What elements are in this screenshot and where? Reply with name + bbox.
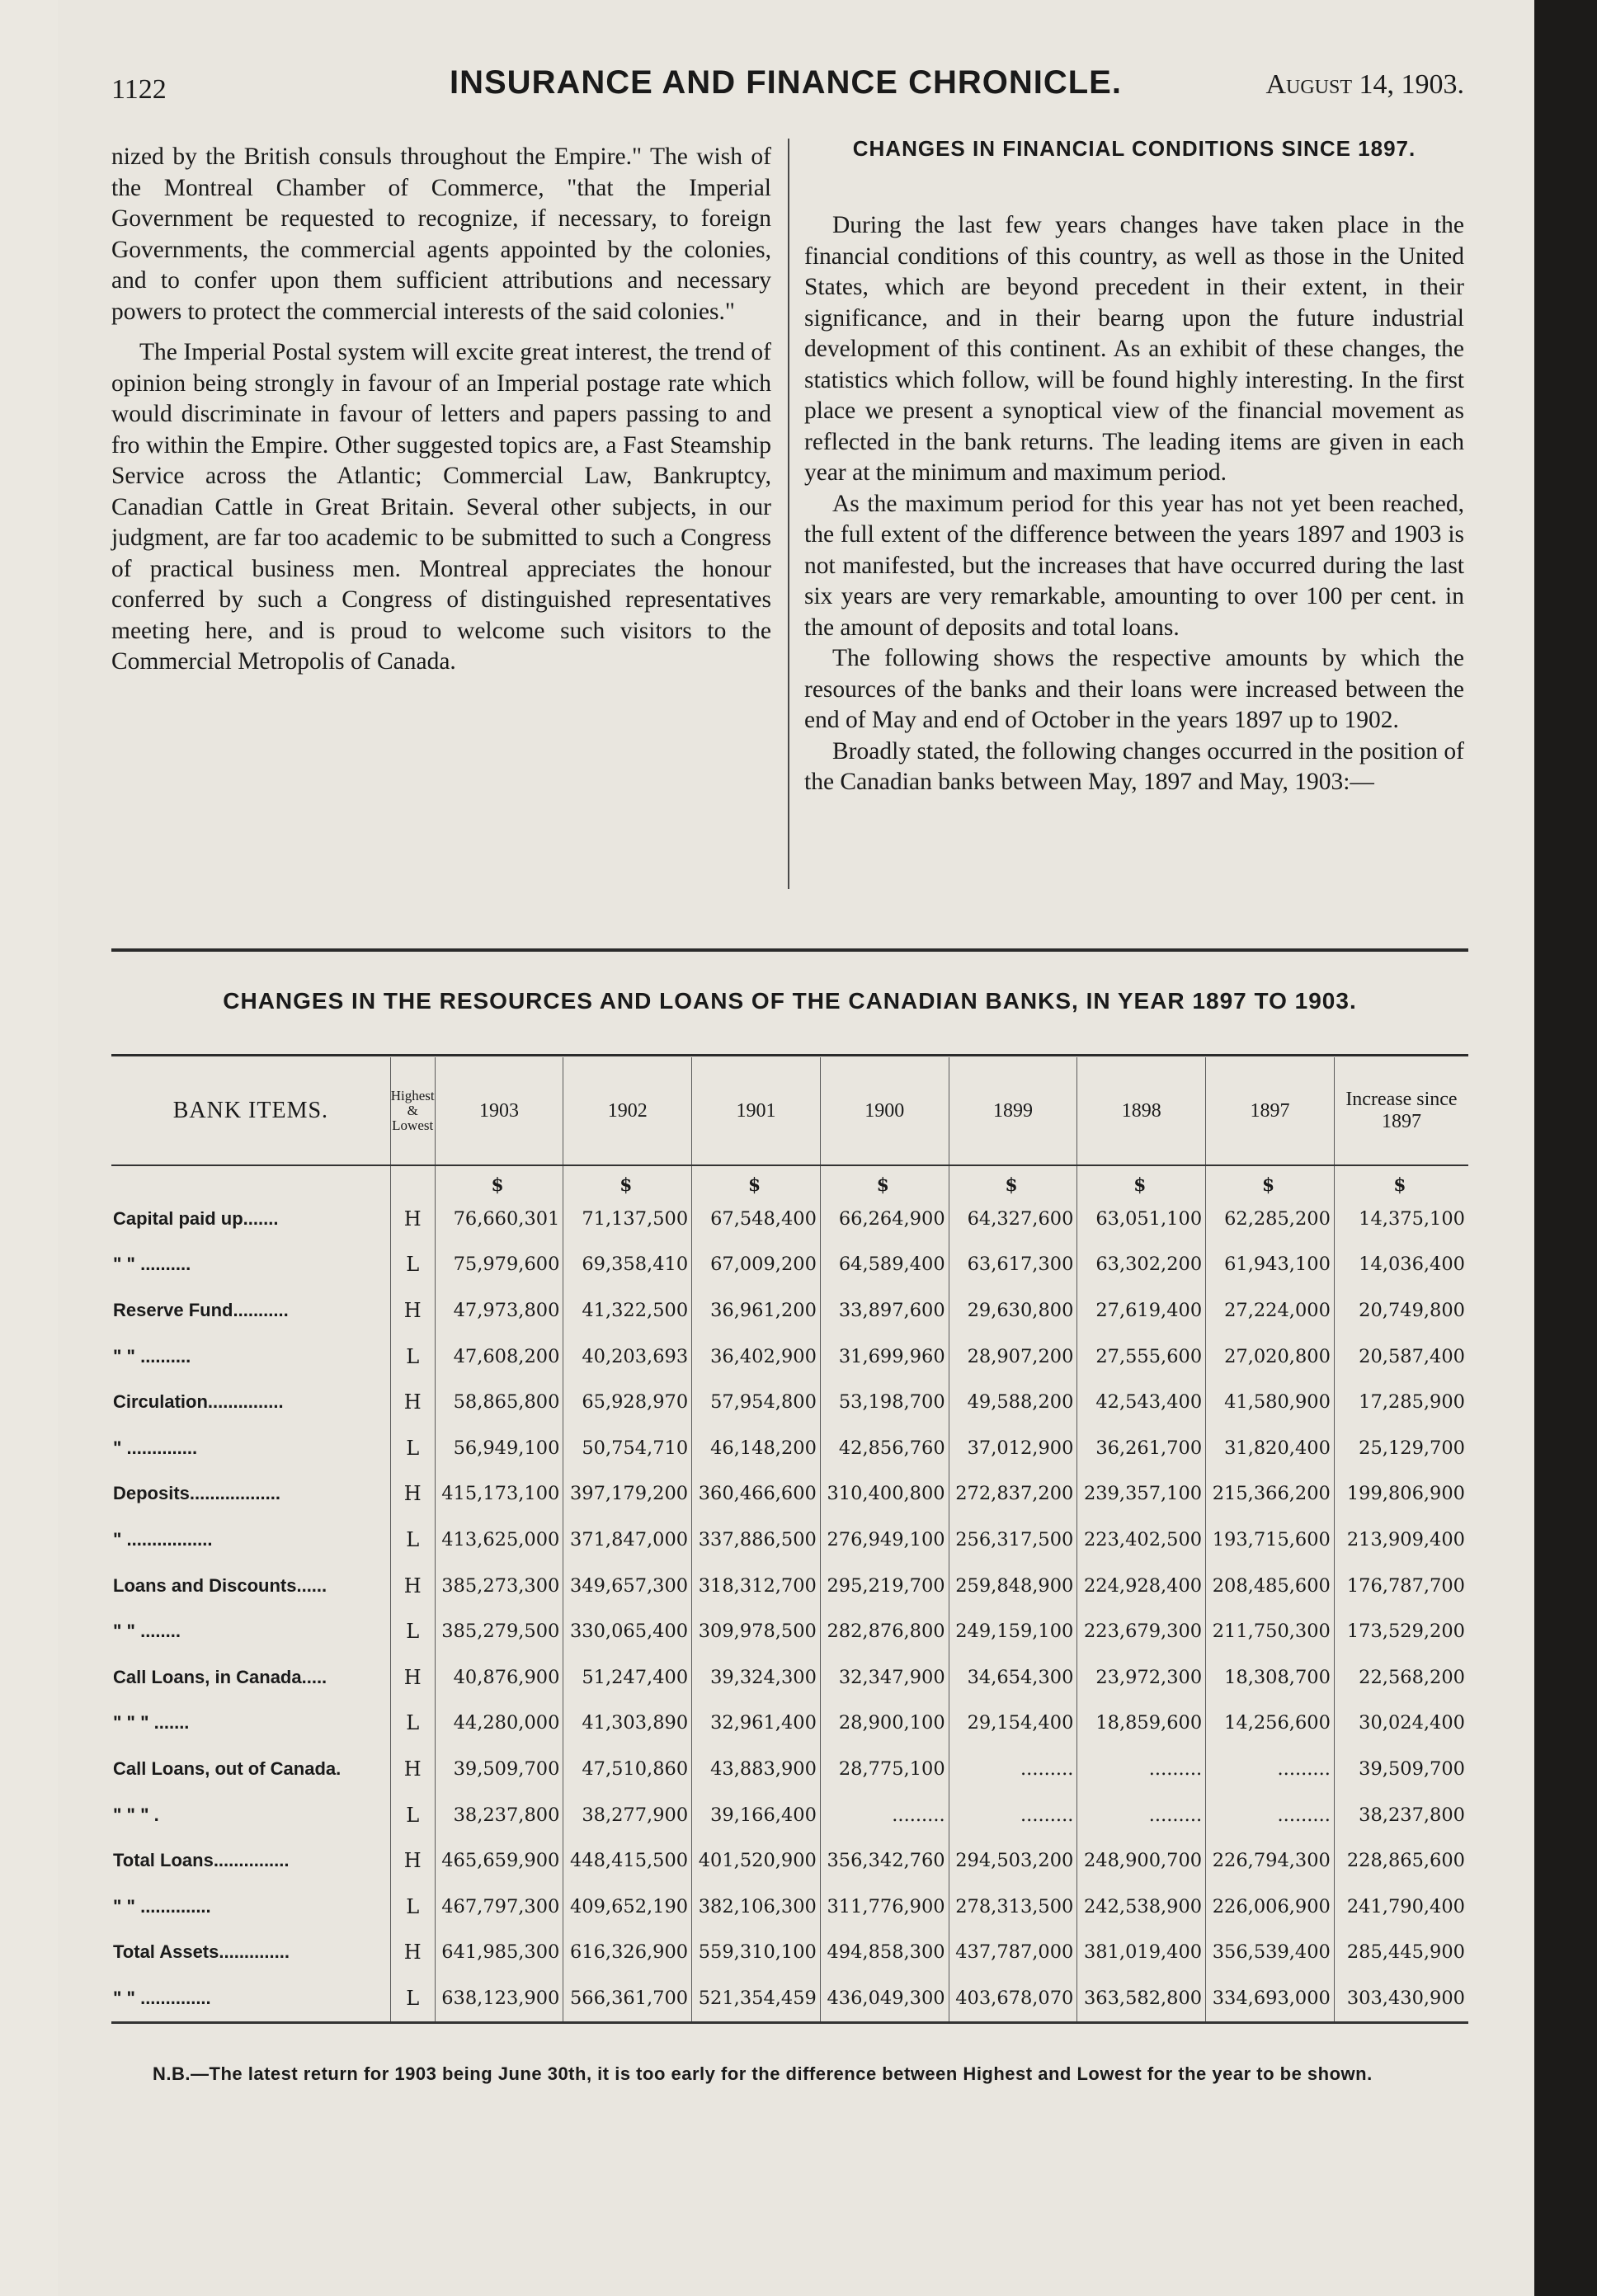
- increase-value: 38,237,800: [1334, 1792, 1468, 1838]
- table-row: [111, 1379, 1468, 1425]
- table-row: [111, 1930, 1468, 1976]
- increase-value: 14,375,100: [1334, 1196, 1468, 1242]
- year-value: 36,402,900: [692, 1334, 821, 1380]
- year-value: 66,264,900: [820, 1196, 949, 1242]
- issue-date: August 14, 1903.: [1265, 69, 1464, 100]
- year-value: 41,580,900: [1206, 1379, 1335, 1425]
- year-value: 39,509,700: [435, 1746, 563, 1792]
- year-value: 64,327,600: [949, 1196, 1077, 1242]
- year-value: 641,985,300: [435, 1930, 563, 1976]
- highest-lowest-marker: L: [390, 1425, 435, 1471]
- year-value: .........: [949, 1792, 1077, 1838]
- year-value: 566,361,700: [563, 1975, 692, 2022]
- year-value: 31,699,960: [820, 1334, 949, 1380]
- increase-value: 241,790,400: [1334, 1884, 1468, 1930]
- year-value: 37,012,900: [949, 1425, 1077, 1471]
- year-value: 318,312,700: [692, 1563, 821, 1609]
- year-value: 360,466,600: [692, 1471, 821, 1517]
- year-value: 63,302,200: [1077, 1242, 1206, 1288]
- year-value: 259,848,900: [949, 1563, 1077, 1609]
- left-paragraph-2: The Imperial Postal system will excite great interest, the trend of opinion being strongly in favour of an Imperial postage rate which would discriminate in favour of letters and papers passing to and fro within the Empire. Other suggested topics are, a Fast Steamship Service across the Atlantic; Commercial Law, Bankruptcy, Canadian Cattle in Great Britain. Several other subjects, in our judgment, are far too academic to be submitted to such a Congress of practical business men. Montreal appreciates the honour conferred by such a Congress of distinguished representatives meeting here, and is proud to welcome such visitors to the Commercial Metropolis of Canada.: [111, 339, 771, 675]
- year-value: 448,415,500: [563, 1837, 692, 1884]
- header-year: 1902: [563, 1057, 692, 1165]
- bank-item-label: Call Loans, in Canada.....: [113, 1666, 327, 1687]
- increase-value: 25,129,700: [1334, 1425, 1468, 1471]
- year-value: 334,693,000: [1206, 1975, 1335, 2022]
- year-value: 616,326,900: [563, 1930, 692, 1976]
- highest-lowest-marker: H: [390, 1196, 435, 1242]
- header-bank-items: BANK ITEMS.: [111, 1057, 390, 1165]
- left-paragraph-1: nized by the British consuls throughout the Empire." The wish of the Montreal Chamber of Commerce, "that the Imperial Government be requested to recognize, if necessary, to foreign Governments, the commercial agents appointed by the colonies, and to confer upon them sufficient attributions and necessary powers to protect the commercial interests of the said colonies.": [111, 144, 771, 325]
- highest-lowest-marker: H: [390, 1654, 435, 1701]
- year-value: 309,978,500: [692, 1608, 821, 1654]
- year-value: 69,358,410: [563, 1242, 692, 1288]
- header-year: 1903: [435, 1057, 563, 1165]
- year-value: 465,659,900: [435, 1837, 563, 1884]
- year-value: 51,247,400: [563, 1654, 692, 1701]
- year-value: .........: [1077, 1792, 1206, 1838]
- year-value: 310,400,800: [820, 1471, 949, 1517]
- empty-cell: [390, 1165, 435, 1196]
- highest-lowest-marker: L: [390, 1701, 435, 1747]
- bank-item-label: " ..............: [113, 1437, 198, 1458]
- table-row: [111, 1471, 1468, 1517]
- bank-item-label: Total Assets..............: [113, 1941, 290, 1963]
- year-value: 226,794,300: [1206, 1837, 1335, 1884]
- table-row: [111, 1884, 1468, 1930]
- header-highest-lowest: Highest & Lowest: [390, 1057, 435, 1165]
- left-column: [111, 142, 771, 678]
- bank-resources-table: [111, 1057, 1468, 2024]
- bank-item-label: " .................: [113, 1528, 213, 1550]
- dollar-sign: $: [563, 1165, 692, 1196]
- right-paragraph-1: During the last few years changes have taken place in the financial conditions of this country, as well as those in the United States, which are beyond precedent in their extent, in their significance, and in their bearng upon the future industrial development of this continent. As an exhibit of these changes, the statistics which follow, will be found highly interesting. In the first place we present a synoptical view of the financial movement as reflected in the bank returns. The leading items are given in each year at the minimum and maximum period.: [804, 212, 1464, 486]
- year-value: 382,106,300: [692, 1884, 821, 1930]
- table-footnote: N.B.—The latest return for 1903 being June 30th, it is too early for the difference between Highest and Lowest for the year to be shown.: [153, 2063, 1373, 2084]
- year-value: 36,961,200: [692, 1287, 821, 1334]
- year-value: 403,678,070: [949, 1975, 1077, 2022]
- year-value: 294,503,200: [949, 1837, 1077, 1884]
- year-value: 47,973,800: [435, 1287, 563, 1334]
- highest-lowest-marker: L: [390, 1608, 435, 1654]
- increase-value: 22,568,200: [1334, 1654, 1468, 1701]
- dollar-sign: $: [435, 1165, 563, 1196]
- year-value: 40,203,693: [563, 1334, 692, 1380]
- year-value: 57,954,800: [692, 1379, 821, 1425]
- year-value: 385,279,500: [435, 1608, 563, 1654]
- year-value: 49,588,200: [949, 1379, 1077, 1425]
- year-value: 43,883,900: [692, 1746, 821, 1792]
- year-value: 27,619,400: [1077, 1287, 1206, 1334]
- increase-value: 213,909,400: [1334, 1517, 1468, 1563]
- increase-value: 30,024,400: [1334, 1701, 1468, 1747]
- year-value: 337,886,500: [692, 1517, 821, 1563]
- highest-lowest-marker: L: [390, 1242, 435, 1288]
- year-value: 23,972,300: [1077, 1654, 1206, 1701]
- dollar-sign: $: [1334, 1165, 1468, 1196]
- year-value: 371,847,000: [563, 1517, 692, 1563]
- year-value: 521,354,459: [692, 1975, 821, 2022]
- highest-lowest-marker: H: [390, 1930, 435, 1976]
- year-value: 39,324,300: [692, 1654, 821, 1701]
- year-value: 63,051,100: [1077, 1196, 1206, 1242]
- increase-value: 285,445,900: [1334, 1930, 1468, 1976]
- highest-lowest-marker: H: [390, 1287, 435, 1334]
- page-header: [111, 64, 1464, 114]
- table-row: [111, 1242, 1468, 1288]
- year-value: 239,357,100: [1077, 1471, 1206, 1517]
- year-value: 33,897,600: [820, 1287, 949, 1334]
- highest-lowest-marker: L: [390, 1975, 435, 2022]
- highest-lowest-marker: L: [390, 1884, 435, 1930]
- bank-item-label: Call Loans, out of Canada.: [113, 1757, 342, 1779]
- year-value: 53,198,700: [820, 1379, 949, 1425]
- year-value: 46,148,200: [692, 1425, 821, 1471]
- year-value: 415,173,100: [435, 1471, 563, 1517]
- increase-value: 20,749,800: [1334, 1287, 1468, 1334]
- year-value: 61,943,100: [1206, 1242, 1335, 1288]
- increase-value: 14,036,400: [1334, 1242, 1468, 1288]
- year-value: 28,775,100: [820, 1746, 949, 1792]
- table-row: [111, 1563, 1468, 1609]
- table-row: [111, 1654, 1468, 1701]
- year-value: 311,776,900: [820, 1884, 949, 1930]
- table-row: [111, 1287, 1468, 1334]
- year-value: .........: [1077, 1746, 1206, 1792]
- year-value: 50,754,710: [563, 1425, 692, 1471]
- year-value: 42,856,760: [820, 1425, 949, 1471]
- year-value: 224,928,400: [1077, 1563, 1206, 1609]
- year-value: 27,555,600: [1077, 1334, 1206, 1380]
- year-value: 272,837,200: [949, 1471, 1077, 1517]
- bank-item-label: Circulation...............: [113, 1391, 284, 1413]
- year-value: 494,858,300: [820, 1930, 949, 1976]
- year-value: 40,876,900: [435, 1654, 563, 1701]
- dollar-sign: $: [1077, 1165, 1206, 1196]
- table-header-row: [111, 1057, 1468, 1165]
- year-value: 27,224,000: [1206, 1287, 1335, 1334]
- bank-item-label: " " ..............: [111, 1975, 390, 2022]
- year-value: 215,366,200: [1206, 1471, 1335, 1517]
- header-increase: Increase since 1897: [1334, 1057, 1468, 1165]
- masthead: INSURANCE AND FINANCE CHRONICLE.: [450, 64, 1122, 101]
- year-value: 47,510,860: [563, 1746, 692, 1792]
- bank-item-label: Total Loans...............: [113, 1850, 290, 1871]
- year-value: 63,617,300: [949, 1242, 1077, 1288]
- year-value: 256,317,500: [949, 1517, 1077, 1563]
- year-value: .........: [1206, 1792, 1335, 1838]
- year-value: 32,961,400: [692, 1701, 821, 1747]
- table-row: [111, 1425, 1468, 1471]
- bank-item-label: Reserve Fund...........: [113, 1299, 289, 1320]
- year-value: 31,820,400: [1206, 1425, 1335, 1471]
- header-year: 1898: [1077, 1057, 1206, 1165]
- dollar-sign-row: [111, 1165, 1468, 1196]
- year-value: 28,900,100: [820, 1701, 949, 1747]
- year-value: 27,020,800: [1206, 1334, 1335, 1380]
- year-value: 65,928,970: [563, 1379, 692, 1425]
- bank-item-label: Loans and Discounts......: [113, 1574, 327, 1596]
- scan-edge: [1534, 0, 1597, 2296]
- increase-value: 39,509,700: [1334, 1746, 1468, 1792]
- year-value: 249,159,100: [949, 1608, 1077, 1654]
- year-value: 282,876,800: [820, 1608, 949, 1654]
- year-value: 41,322,500: [563, 1287, 692, 1334]
- year-value: 193,715,600: [1206, 1517, 1335, 1563]
- header-year: 1900: [820, 1057, 949, 1165]
- year-value: 638,123,900: [435, 1975, 563, 2022]
- year-value: 28,907,200: [949, 1334, 1077, 1380]
- highest-lowest-marker: H: [390, 1471, 435, 1517]
- year-value: 38,237,800: [435, 1792, 563, 1838]
- bank-item-label: " " ..........: [113, 1254, 191, 1275]
- table-row: [111, 1792, 1468, 1838]
- header-year: 1899: [949, 1057, 1077, 1165]
- year-value: 18,308,700: [1206, 1654, 1335, 1701]
- right-paragraph-4: Broadly stated, the following changes occurred in the position of the Canadian banks between May, 1897 and May, 1903:—: [804, 737, 1464, 795]
- year-value: 397,179,200: [563, 1471, 692, 1517]
- highest-lowest-marker: H: [390, 1563, 435, 1609]
- increase-value: 20,587,400: [1334, 1334, 1468, 1380]
- year-value: 226,006,900: [1206, 1884, 1335, 1930]
- right-paragraph-3: The following shows the respective amounts by which the resources of the banks and their loans were increased between the end of May and end of October in the years 1897 up to 1902.: [804, 645, 1464, 733]
- dollar-sign: $: [692, 1165, 821, 1196]
- header-year: 1897: [1206, 1057, 1335, 1165]
- year-value: 18,859,600: [1077, 1701, 1206, 1747]
- year-value: 381,019,400: [1077, 1930, 1206, 1976]
- column-divider: [788, 139, 789, 889]
- highest-lowest-marker: H: [390, 1746, 435, 1792]
- bank-item-label: " " " .: [113, 1804, 159, 1825]
- year-value: 34,654,300: [949, 1654, 1077, 1701]
- article-heading: CHANGES IN FINANCIAL CONDITIONS SINCE 1897.: [852, 136, 1416, 161]
- year-value: 559,310,100: [692, 1930, 821, 1976]
- year-value: 29,630,800: [949, 1287, 1077, 1334]
- increase-value: 303,430,900: [1334, 1975, 1468, 2022]
- year-value: 39,166,400: [692, 1792, 821, 1838]
- year-value: 276,949,100: [820, 1517, 949, 1563]
- empty-cell: [111, 1165, 390, 1196]
- table-title: CHANGES IN THE RESOURCES AND LOANS OF THE CANADIAN BANKS, IN YEAR 1897 TO 1903.: [223, 988, 1357, 1014]
- year-value: 330,065,400: [563, 1608, 692, 1654]
- dollar-sign: $: [1206, 1165, 1335, 1196]
- year-value: 356,539,400: [1206, 1930, 1335, 1976]
- year-value: 32,347,900: [820, 1654, 949, 1701]
- year-value: 349,657,300: [563, 1563, 692, 1609]
- highest-lowest-marker: H: [390, 1379, 435, 1425]
- year-value: 248,900,700: [1077, 1837, 1206, 1884]
- table-row: [111, 1334, 1468, 1380]
- year-value: 76,660,301: [435, 1196, 563, 1242]
- year-value: 278,313,500: [949, 1884, 1077, 1930]
- year-value: 208,485,600: [1206, 1563, 1335, 1609]
- year-value: 436,049,300: [820, 1975, 949, 2022]
- year-value: 385,273,300: [435, 1563, 563, 1609]
- year-value: 41,303,890: [563, 1701, 692, 1747]
- year-value: .........: [949, 1746, 1077, 1792]
- bank-item-label: " " ..........: [113, 1345, 191, 1367]
- section-rule: [111, 948, 1468, 952]
- table-row: [111, 1517, 1468, 1563]
- increase-value: 228,865,600: [1334, 1837, 1468, 1884]
- year-value: 62,285,200: [1206, 1196, 1335, 1242]
- year-value: .........: [1206, 1746, 1335, 1792]
- table-row: [111, 1746, 1468, 1792]
- highest-lowest-marker: L: [390, 1792, 435, 1838]
- year-value: 44,280,000: [435, 1701, 563, 1747]
- year-value: 467,797,300: [435, 1884, 563, 1930]
- increase-value: 17,285,900: [1334, 1379, 1468, 1425]
- highest-lowest-marker: H: [390, 1837, 435, 1884]
- year-value: 401,520,900: [692, 1837, 821, 1884]
- dollar-sign: $: [949, 1165, 1077, 1196]
- table-row: [111, 1701, 1468, 1747]
- year-value: 295,219,700: [820, 1563, 949, 1609]
- year-value: 71,137,500: [563, 1196, 692, 1242]
- increase-value: 173,529,200: [1334, 1608, 1468, 1654]
- year-value: 29,154,400: [949, 1701, 1077, 1747]
- increase-value: 199,806,900: [1334, 1471, 1468, 1517]
- table-top-rule: [111, 1054, 1468, 1056]
- year-value: 58,865,800: [435, 1379, 563, 1425]
- table-row: [111, 1837, 1468, 1884]
- bank-item-label: " " ..............: [113, 1895, 211, 1917]
- year-value: 67,009,200: [692, 1242, 821, 1288]
- year-value: 14,256,600: [1206, 1701, 1335, 1747]
- year-value: .........: [820, 1792, 949, 1838]
- bank-item-label: Deposits..................: [113, 1483, 280, 1504]
- year-value: 409,652,190: [563, 1884, 692, 1930]
- page-number: 1122: [111, 74, 167, 105]
- table-row: [111, 1608, 1468, 1654]
- year-value: 242,538,900: [1077, 1884, 1206, 1930]
- year-value: 75,979,600: [435, 1242, 563, 1288]
- header-year: 1901: [692, 1057, 821, 1165]
- dollar-sign: $: [820, 1165, 949, 1196]
- year-value: 356,342,760: [820, 1837, 949, 1884]
- year-value: 211,750,300: [1206, 1608, 1335, 1654]
- year-value: 437,787,000: [949, 1930, 1077, 1976]
- highest-lowest-marker: L: [390, 1517, 435, 1563]
- year-value: 64,589,400: [820, 1242, 949, 1288]
- table-row: [111, 1975, 1468, 2022]
- year-value: 47,608,200: [435, 1334, 563, 1380]
- year-value: 42,543,400: [1077, 1379, 1206, 1425]
- year-value: 38,277,900: [563, 1792, 692, 1838]
- right-paragraph-2: As the maximum period for this year has not yet been reached, the full extent of the difference between the years 1897 and 1903 is not manifested, but the increases that have occurred during the last six years are very remarkable, amounting to over 100 per cent. in the amount of deposits and total loans.: [804, 490, 1464, 641]
- year-value: 223,402,500: [1077, 1517, 1206, 1563]
- year-value: 363,582,800: [1077, 1975, 1206, 2022]
- year-value: 36,261,700: [1077, 1425, 1206, 1471]
- year-value: 223,679,300: [1077, 1608, 1206, 1654]
- bank-item-label: " " ........: [113, 1621, 181, 1642]
- bank-item-label: Capital paid up.......: [113, 1207, 279, 1229]
- year-value: 413,625,000: [435, 1517, 563, 1563]
- year-value: 56,949,100: [435, 1425, 563, 1471]
- highest-lowest-marker: L: [390, 1334, 435, 1380]
- increase-value: 176,787,700: [1334, 1563, 1468, 1609]
- year-value: 67,548,400: [692, 1196, 821, 1242]
- table-row: [111, 1196, 1468, 1242]
- bank-item-label: " " " .......: [113, 1712, 190, 1734]
- right-column: [804, 210, 1464, 798]
